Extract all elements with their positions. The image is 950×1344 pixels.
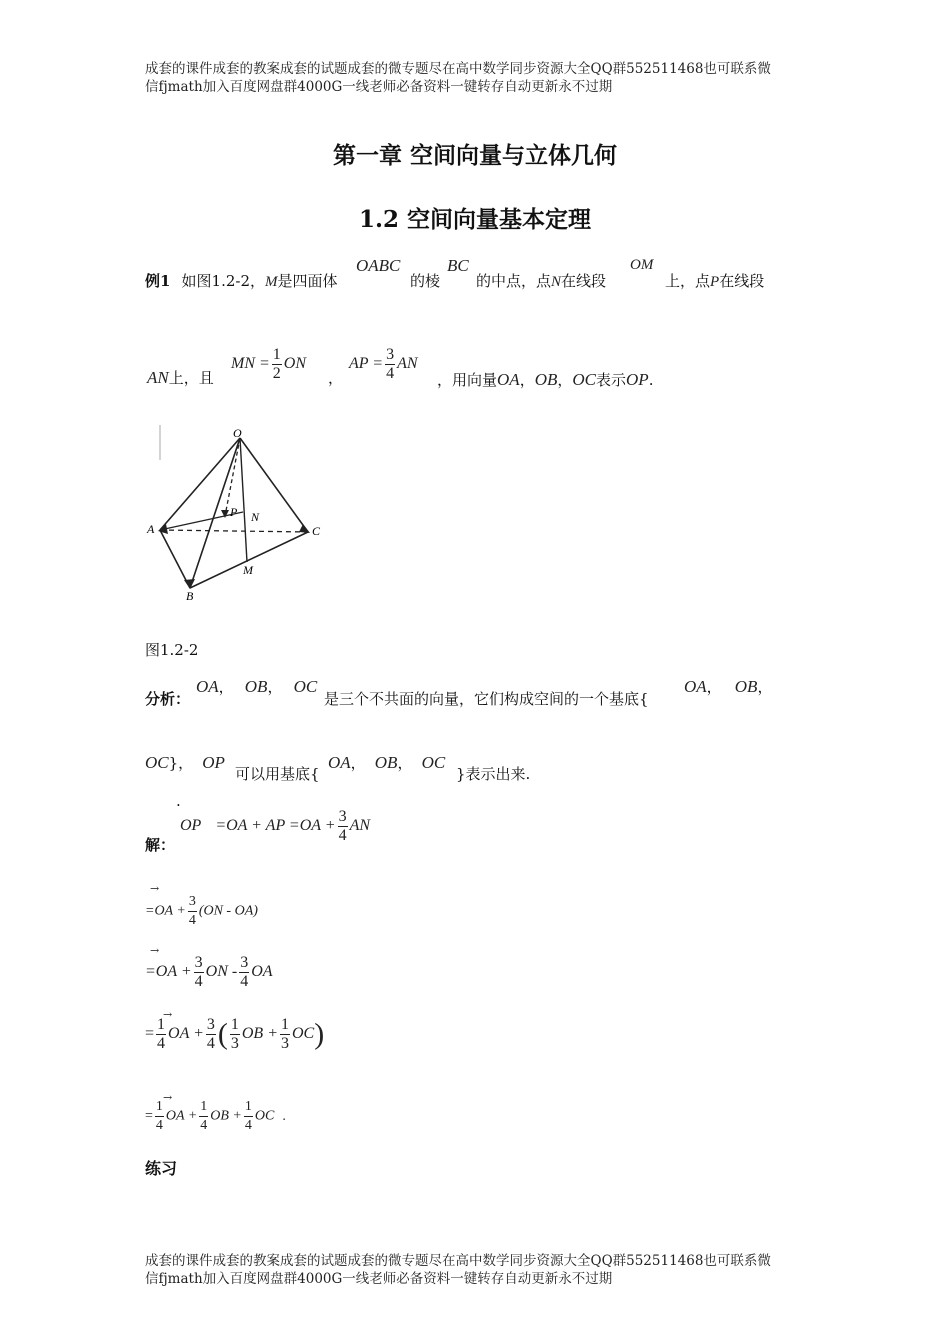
- page-header: [145, 60, 815, 96]
- solution-line-2: =OA + $\frac{3}{4}$ (ON - OA): [145, 894, 258, 928]
- label-A: A: [147, 522, 155, 536]
- header-line-2: 信fjmath加入百度网盘群4000G一线老师必备资料一键转存自动更新永不过期: [145, 79, 613, 95]
- label-C: C: [312, 524, 321, 538]
- solution-line-4: = $\frac{1}{4}$ OA + $\frac{3}{4}$ ( $\frac{1}{3}$ OB + $\frac{1}{3}$ OC): [145, 1016, 325, 1052]
- header-line-1: 成套的课件成套的教案成套的试题成套的微专题尽在高中数学同步资源大全QQ群552511468也可联系微: [145, 61, 771, 77]
- math-OABC: OABC: [356, 256, 401, 275]
- example-line-1: 例1 如图1.2-2，M是四面体: [145, 272, 338, 290]
- label-P: P: [230, 505, 238, 519]
- edge-OM: [240, 438, 247, 562]
- arrowhead-B: [184, 579, 195, 589]
- eq-AP: AP = $\frac{3}{4}$ AN: [349, 346, 418, 382]
- figure-caption: 图1.2-2: [145, 641, 199, 659]
- analysis-line-1: OA， OB， OC: [196, 677, 318, 696]
- analysis-label: 分析：: [145, 690, 191, 708]
- label-O: O: [233, 426, 242, 440]
- solution-line-1: OP =OA + AP =OA + $\frac{3}{4}$ AN: [180, 808, 371, 844]
- edge-AC: [160, 530, 308, 532]
- label-B: B: [186, 589, 194, 603]
- footer-line-1: 成套的课件成套的教案成套的试题成套的微专题尽在高中数学同步资源大全QQ群552511468也可联系微: [145, 1253, 771, 1269]
- example-line-2: AN上，且: [147, 368, 214, 387]
- example-label: 例1: [145, 272, 171, 290]
- solution-line-5: = $\frac{1}{4}$ OA + $\frac{1}{4}$ OB + $\frac{1}{4}$ OC .: [145, 1099, 286, 1133]
- math-OM: OM: [630, 257, 654, 273]
- chapter-title: 第一章 空间向量与立体几何: [332, 142, 617, 169]
- label-N: N: [251, 510, 260, 524]
- exercise-heading: 练习: [145, 1159, 178, 1178]
- footer-line-2: 信fjmath加入百度网盘群4000G一线老师必备资料一键转存自动更新永不过期: [145, 1271, 613, 1287]
- section-title: 1.2 空间向量基本定理: [358, 206, 592, 233]
- edge-OA: [160, 438, 240, 530]
- eq-MN: MN = $\frac{1}{2}$ ON: [231, 346, 307, 382]
- edge-AB: [160, 530, 190, 588]
- math-BC: BC: [447, 256, 469, 275]
- edge-BC: [190, 532, 308, 588]
- page-footer: [145, 1252, 815, 1288]
- solution-line-3: =OA + $\frac{3}{4}$ ON - $\frac{3}{4}$ OA: [145, 954, 273, 990]
- solution-label: 解：: [145, 836, 176, 854]
- analysis-line-2: OC}， OP: [145, 753, 225, 772]
- tetrahedron-figure: [140, 420, 340, 610]
- label-M: M: [243, 563, 253, 577]
- arrowhead-C: [299, 524, 310, 533]
